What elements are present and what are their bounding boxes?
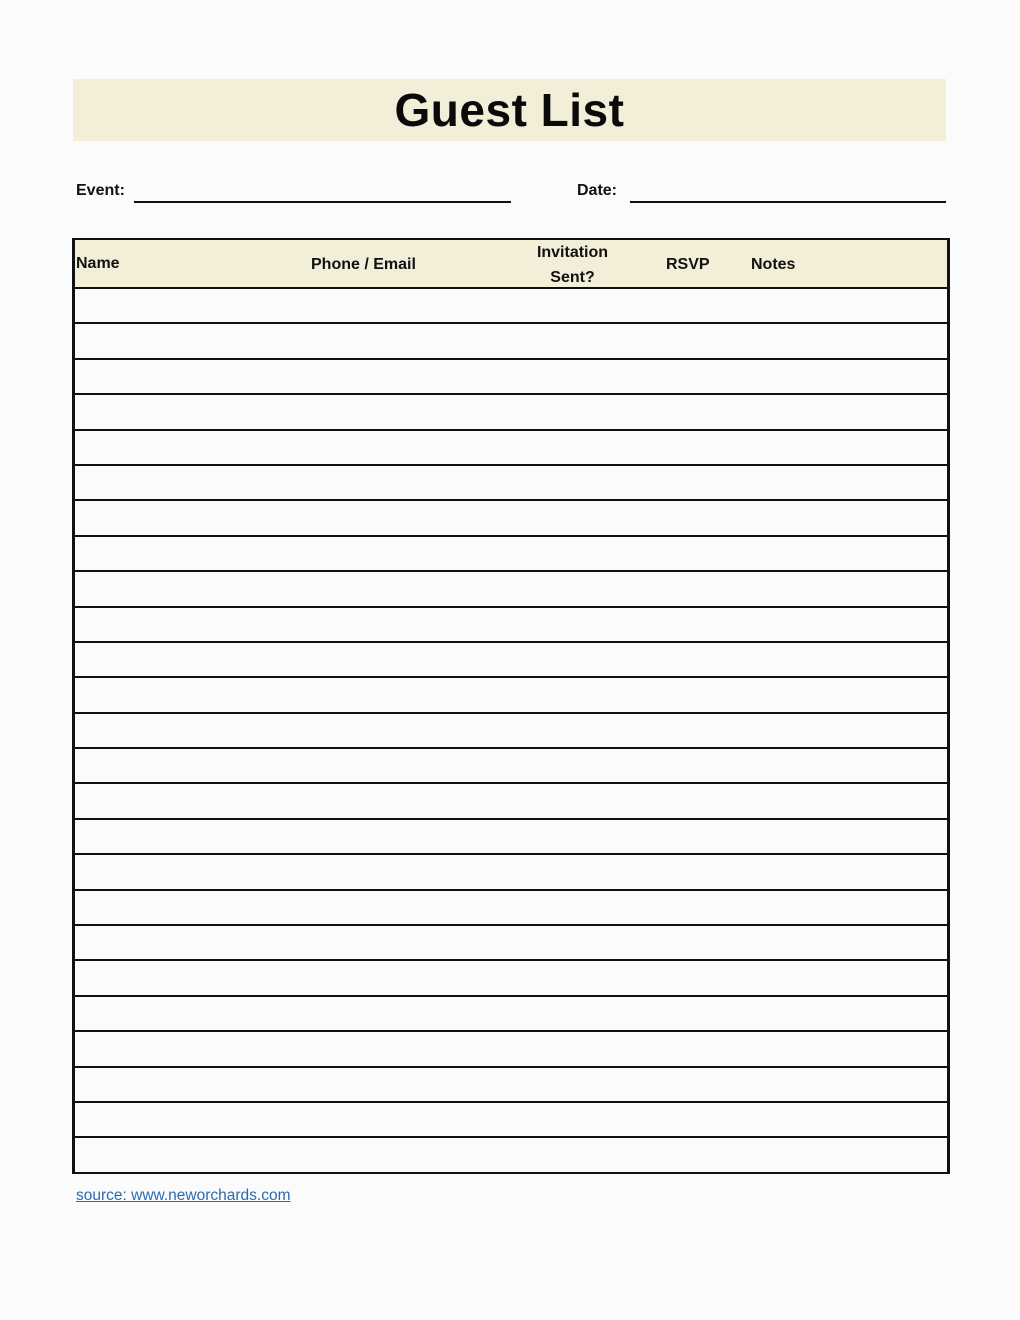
table-row[interactable] — [75, 572, 947, 607]
table-row[interactable] — [75, 961, 947, 996]
table-row[interactable] — [75, 855, 947, 890]
table-row[interactable] — [75, 537, 947, 572]
table-header — [75, 240, 947, 289]
column-header-notes: Notes — [751, 256, 796, 273]
column-header-rsvp: RSVP — [666, 256, 710, 273]
table-body — [75, 289, 947, 1174]
column-header-contact: Phone / Email — [311, 256, 416, 273]
table-row[interactable] — [75, 1032, 947, 1067]
table-row[interactable] — [75, 714, 947, 749]
table-row[interactable] — [75, 289, 947, 324]
event-label: Event: — [76, 182, 125, 199]
table-row[interactable] — [75, 749, 947, 784]
table-row[interactable] — [75, 643, 947, 678]
table-row[interactable] — [75, 997, 947, 1032]
guest-table — [72, 238, 950, 1174]
table-row[interactable] — [75, 324, 947, 359]
column-header-name: Name — [76, 255, 120, 272]
page-title: Guest List — [394, 84, 625, 136]
event-field[interactable] — [134, 201, 511, 203]
column-header-invitation-sent: Invitation Sent? — [536, 244, 609, 286]
table-row[interactable] — [75, 1103, 947, 1138]
source-link[interactable]: source: www.neworchards.com — [76, 1187, 291, 1204]
table-row[interactable] — [75, 926, 947, 961]
table-row[interactable] — [75, 466, 947, 501]
table-row[interactable] — [75, 608, 947, 643]
table-row[interactable] — [75, 784, 947, 819]
title-banner — [73, 79, 946, 141]
date-field[interactable] — [630, 201, 946, 203]
date-label: Date: — [577, 182, 618, 199]
table-row[interactable] — [75, 501, 947, 536]
table-row[interactable] — [75, 678, 947, 713]
table-row[interactable] — [75, 395, 947, 430]
table-row[interactable] — [75, 360, 947, 395]
table-row[interactable] — [75, 891, 947, 926]
table-row[interactable] — [75, 1068, 947, 1103]
table-row[interactable] — [75, 820, 947, 855]
table-row[interactable] — [75, 1138, 947, 1173]
table-row[interactable] — [75, 431, 947, 466]
